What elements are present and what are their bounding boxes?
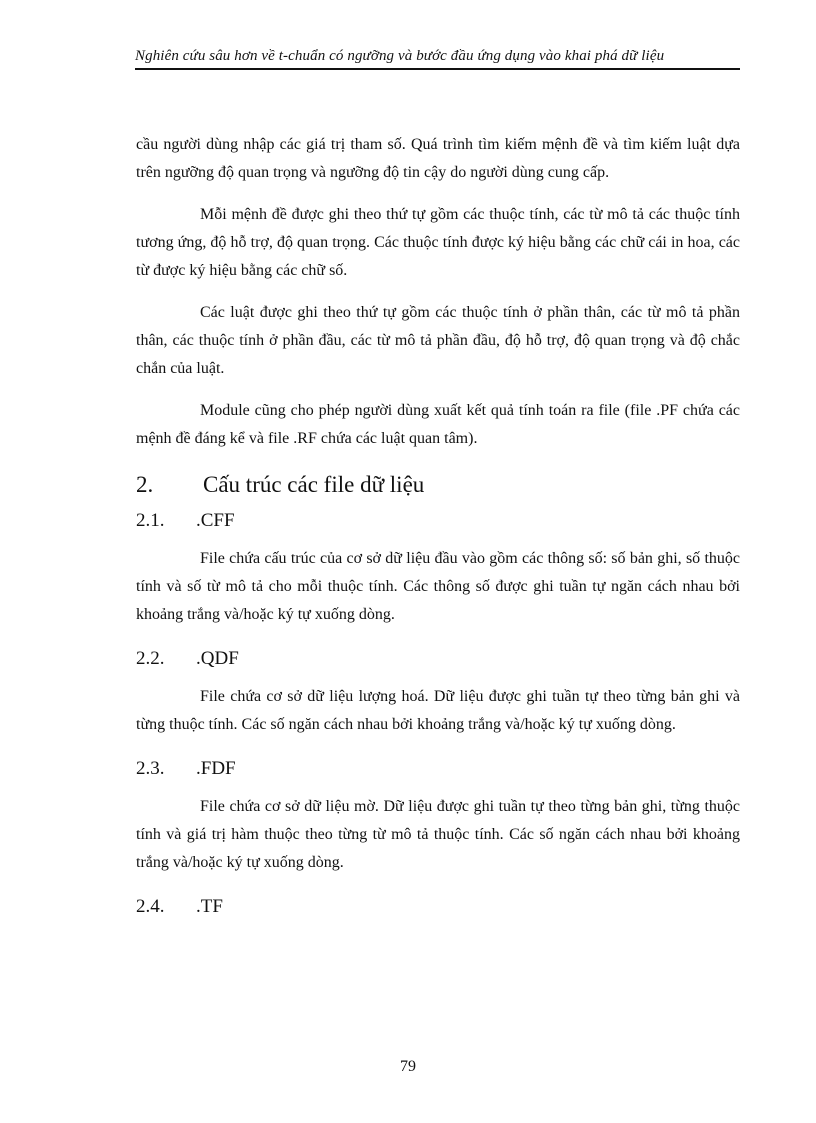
section-number: 2. (136, 472, 154, 497)
subsection-number: 2.1. (136, 510, 165, 531)
subsection-title: .CFF (196, 510, 235, 531)
section-title: Cấu trúc các file dữ liệu (203, 472, 425, 497)
subsection-title: .FDF (196, 758, 236, 779)
subsection-title: .QDF (196, 648, 239, 669)
paragraph-cff: File chứa cấu trúc của cơ sở dữ liệu đầu vào gồm các thông số: số bản ghi, số thuộc tính và số từ mô tả cho mỗi thuộc tính. Các thông số được ghi tuần tự ngăn cách nhau bởi khoảng trắng và/hoặc ký tự xuống dòng. (136, 550, 740, 623)
paragraph-continued: cầu người dùng nhập các giá trị tham số. Quá trình tìm kiếm mệnh đề và tìm kiếm luật dựa trên ngưỡng độ quan trọng và ngưỡng độ tin cậy do người dùng cung cấp. (136, 136, 740, 181)
subsection-number: 2.2. (136, 648, 165, 669)
subsection-number: 2.4. (136, 896, 165, 917)
running-header: Nghiên cứu sâu hơn về t-chuẩn có ngưỡng và bước đầu ứng dụng vào khai phá dữ liệu (135, 48, 665, 64)
subsection-heading-fdf (136, 753, 740, 785)
page-number: 79 (400, 1058, 416, 1075)
header-rule (135, 68, 740, 70)
subsection-title: .TF (196, 896, 223, 917)
page-body (136, 131, 740, 931)
paragraph-rule-format: Các luật được ghi theo thứ tự gồm các thuộc tính ở phần thân, các từ mô tả phần thân, các thuộc tính ở phần đầu, các từ mô tả phần đầu, độ hỗ trợ, độ quan trọng và độ chắc chắn của luật. (136, 304, 740, 377)
subsection-number: 2.3. (136, 758, 165, 779)
subsection-heading-qdf (136, 643, 740, 675)
subsection-heading-cff (136, 505, 740, 537)
paragraph-qdf: File chứa cơ sở dữ liệu lượng hoá. Dữ liệu được ghi tuần tự theo từng bản ghi và từng thuộc tính. Các số ngăn cách nhau bởi khoảng trắng và/hoặc ký tự xuống dòng. (136, 688, 740, 733)
section-heading-data-files (136, 467, 740, 503)
paragraph-module-export: Module cũng cho phép người dùng xuất kết quả tính toán ra file (file .PF chứa các mệnh đề đáng kể và file .RF chứa các luật quan tâm). (136, 402, 740, 447)
paragraph-proposition-format: Mỗi mệnh đề được ghi theo thứ tự gồm các thuộc tính, các từ mô tả các thuộc tính tương ứng, độ hỗ trợ, độ quan trọng. Các thuộc tính được ký hiệu bằng các chữ cái in hoa, các từ được ký hiệu bằng các chữ số. (136, 206, 740, 279)
paragraph-fdf: File chứa cơ sở dữ liệu mờ. Dữ liệu được ghi tuần tự theo từng bản ghi, từng thuộc tính và giá trị hàm thuộc theo từng từ mô tả thuộc tính. Các số ngăn cách nhau bởi khoảng trắng và/hoặc ký tự xuống dòng. (136, 798, 740, 871)
subsection-heading-tf (136, 891, 740, 923)
